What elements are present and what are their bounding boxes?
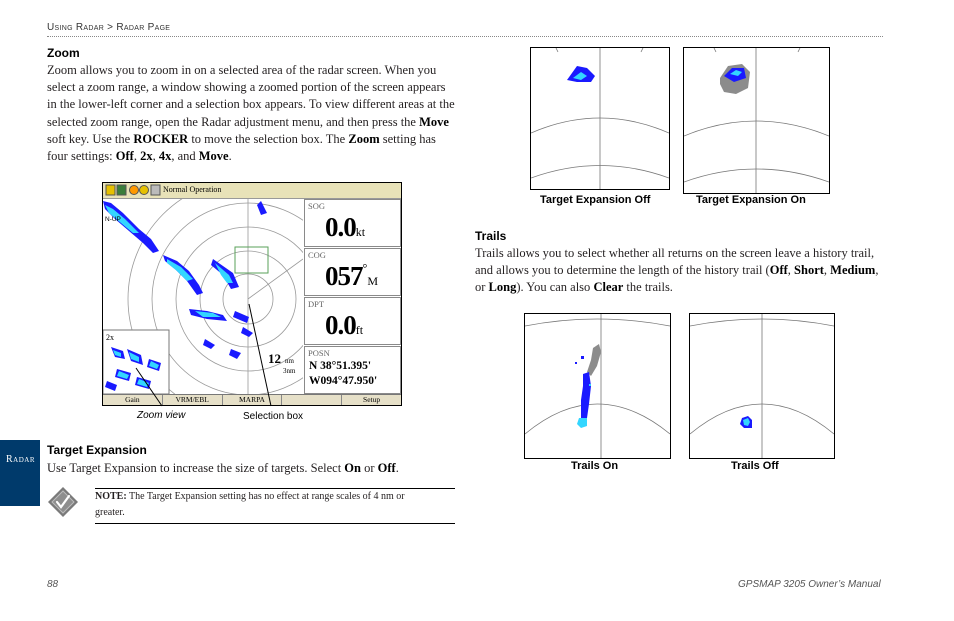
note-text — [95, 489, 455, 521]
heading-mode: N-UP — [105, 216, 121, 223]
text-line: greater. — [95, 507, 125, 518]
target-expansion-heading: Target Expansion — [47, 443, 147, 457]
cog-value: 057 — [325, 261, 363, 291]
callout-lines — [130, 300, 280, 412]
target-off-scope — [531, 48, 669, 189]
manual-title: GPSMAP 3205 Owner’s Manual — [738, 579, 881, 590]
text-line: Trails allows you to select whether all returns on the screen leave a history trail, — [475, 246, 875, 260]
status-text: Normal Operation — [163, 185, 222, 194]
trails-on-image — [524, 313, 671, 459]
text-line: NOTE: The Target Expansion setting has no effect at range scales of 4 nm or — [95, 491, 405, 502]
zoom-level: 2x — [106, 333, 114, 342]
page-number: 88 — [47, 579, 59, 590]
text-line: and allows you to determine the length of the history trail (Off, Short, Medium, — [475, 263, 879, 278]
zoom-paragraph — [47, 62, 457, 165]
sog-label: SOG — [308, 201, 326, 211]
posn-label: POSN — [308, 348, 330, 358]
dpt-field — [304, 297, 401, 345]
softkey-blank[interactable] — [282, 395, 342, 406]
trails-off-scope — [690, 314, 834, 458]
text-line: four settings: Off, 2x, 4x, and Move. — [47, 149, 232, 164]
dpt-label: DPT — [308, 299, 325, 309]
dpt-unit: ft — [355, 323, 364, 337]
target-on-scope — [684, 48, 829, 193]
selection-box-caption: Selection box — [243, 411, 304, 422]
zoom-view-caption: Zoom view — [137, 410, 186, 421]
target-off-image — [530, 47, 670, 190]
target-off-caption: Target Expansion Off — [540, 194, 651, 206]
sog-unit: kt — [355, 225, 366, 239]
note-icon — [47, 486, 79, 518]
cog-field — [304, 248, 401, 296]
softkey-vrm-ebl[interactable]: VRM/EBL — [163, 395, 223, 406]
trails-on-caption: Trails On — [571, 460, 619, 472]
target-on-caption: Target Expansion On — [696, 194, 806, 206]
range-value: 12 — [268, 351, 281, 366]
text-line: Use Target Expansion to increase the size of targets. Select On or Off. — [47, 461, 399, 475]
breadcrumb: Using Radar > Radar Page — [47, 22, 171, 33]
trails-off-image — [689, 313, 835, 459]
text-line: soft key. Use the ROCKER to move the selection box. The Zoom setting has — [47, 131, 436, 146]
text-line: in the lower-left corner and a selection box appears. To view different areas at the — [47, 97, 455, 112]
target-expansion-paragraph — [47, 460, 457, 477]
trails-on-scope — [525, 314, 670, 458]
softkey-setup[interactable]: Setup — [363, 395, 381, 404]
longitude: W094°47.950' — [309, 375, 378, 387]
note-box — [95, 488, 455, 524]
cog-label: COG — [308, 250, 326, 260]
softkey-gain[interactable]: Gain — [103, 395, 163, 406]
trails-heading: Trails — [475, 229, 507, 243]
dpt-value: 0.0 — [325, 310, 356, 340]
range-small: 3nm — [283, 367, 296, 375]
sog-field — [304, 199, 401, 247]
posn-field — [304, 346, 401, 394]
cog-unit: M — [367, 274, 378, 288]
sog-reading — [325, 212, 365, 243]
data-fields — [304, 199, 400, 393]
trails-paragraph — [475, 245, 885, 297]
text-line: Zoom allows you to zoom in on a selected area of the radar screen. When you — [47, 63, 437, 77]
cog-reading — [325, 261, 378, 292]
status-icons — [104, 183, 162, 197]
range-unit: nm — [285, 357, 294, 365]
text-line: or Long). You can also Clear the trails. — [475, 280, 673, 295]
zoom-heading: Zoom — [47, 46, 80, 60]
trails-off-caption: Trails Off — [731, 460, 779, 472]
sog-value: 0.0 — [325, 212, 356, 242]
header-rule — [47, 36, 883, 37]
text-line: select a zoom range, a window showing a zoomed portion of the screen appears — [47, 80, 446, 95]
softkey-marpa[interactable]: MARPA — [223, 395, 283, 406]
dpt-reading — [325, 310, 363, 341]
latitude: N 38°51.395' — [309, 360, 372, 372]
text-line: selected zoom range, open the Radar adjustment menu, and then press the Move — [47, 114, 449, 129]
side-tab — [0, 440, 40, 506]
side-tab-label: Radar — [6, 454, 36, 465]
status-bar — [103, 183, 401, 199]
cog-degree: ° — [362, 261, 368, 275]
target-on-image — [683, 47, 830, 194]
